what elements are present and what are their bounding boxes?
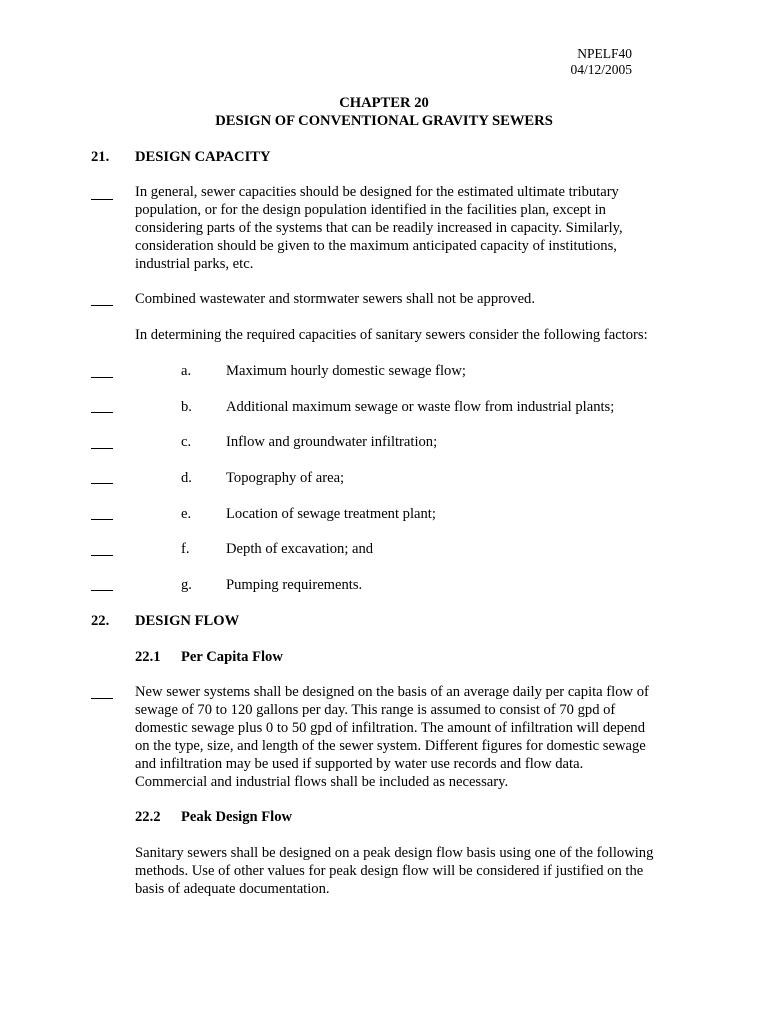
subsection-22-1-paragraph: [135, 683, 680, 791]
checkbox-blank[interactable]: [91, 698, 113, 699]
text-line: In general, sewer capacities should be designed for the estimated ultimate tributary: [135, 184, 619, 200]
text-line: Sanitary sewers shall be designed on a peak design flow basis using one of the following: [135, 845, 654, 861]
subsection-22-2-title: Peak Design Flow: [181, 809, 293, 825]
checkbox-blank[interactable]: [91, 377, 113, 378]
subsection-22-2-number: 22.2: [135, 809, 161, 825]
checkbox-blank[interactable]: [91, 199, 113, 200]
checkbox-blank[interactable]: [91, 483, 113, 484]
section-21-number: 21.: [91, 149, 110, 165]
checkbox-blank[interactable]: [91, 305, 113, 306]
checkbox-blank[interactable]: [91, 448, 113, 449]
text-line: on the type, size, and length of the sewer system. Different figures for domestic sewage: [135, 738, 646, 754]
subsection-22-1-number: 22.1: [135, 649, 161, 665]
section-22-number: 22.: [91, 613, 110, 629]
factor-letter: g.: [181, 577, 192, 593]
section-21-paragraph-1: [135, 183, 680, 273]
text-line: considering parts of the systems that can be readily increased in capacity. Similarly,: [135, 220, 623, 236]
document-code: NPELF40: [577, 46, 632, 61]
text-line: methods. Use of other values for peak design flow will be considered if justified on the: [135, 863, 644, 879]
subsection-22-2-paragraph: [135, 844, 680, 898]
factor-letter: f.: [181, 541, 190, 557]
checkbox-blank[interactable]: [91, 519, 113, 520]
chapter-number: CHAPTER 20: [339, 95, 429, 111]
text-line: New sewer systems shall be designed on the basis of an average daily per capita flow of: [135, 684, 649, 700]
checkbox-blank[interactable]: [91, 590, 113, 591]
factor-letter: e.: [181, 506, 192, 522]
factor-letter: d.: [181, 470, 192, 486]
factor-text: Location of sewage treatment plant;: [226, 506, 436, 522]
text-line: Commercial and industrial flows shall be included as necessary.: [135, 774, 509, 790]
checkbox-blank[interactable]: [91, 412, 113, 413]
checkbox-blank[interactable]: [91, 555, 113, 556]
factor-letter: a.: [181, 363, 192, 379]
factor-text: Topography of area;: [226, 470, 345, 486]
text-line: sewage of 70 to 120 gallons per day. This range is assumed to consist of 70 gpd of: [135, 702, 616, 718]
factor-letter: c.: [181, 434, 192, 450]
factor-text: Depth of excavation; and: [226, 541, 374, 557]
factor-letter: b.: [181, 399, 192, 415]
factor-text: Inflow and groundwater infiltration;: [226, 434, 438, 450]
subsection-22-1-title: Per Capita Flow: [181, 649, 283, 665]
text-line: population, or for the design population identified in the facilities plan, except in: [135, 202, 606, 218]
section-21-title: DESIGN CAPACITY: [135, 149, 271, 165]
section-21-paragraph-3: In determining the required capacities of sanitary sewers consider the following factors:: [135, 327, 648, 343]
text-line: consideration should be given to the maximum anticipated capacity of institutions,: [135, 238, 617, 254]
text-line: domestic sewage plus 0 to 50 gpd of infiltration. The amount of infiltration will depend: [135, 720, 646, 736]
factor-text: Pumping requirements.: [226, 577, 363, 593]
factor-text: Maximum hourly domestic sewage flow;: [226, 363, 466, 379]
chapter-title: DESIGN OF CONVENTIONAL GRAVITY SEWERS: [215, 113, 553, 129]
document-date: 04/12/2005: [570, 62, 632, 77]
factor-text: Additional maximum sewage or waste flow from industrial plants;: [226, 399, 615, 415]
text-line: basis of adequate documentation.: [135, 881, 330, 897]
text-line: industrial parks, etc.: [135, 256, 254, 272]
text-line: and infiltration may be used if supported by water use records and flow data.: [135, 756, 584, 772]
section-22-title: DESIGN FLOW: [135, 613, 240, 629]
section-21-paragraph-2: Combined wastewater and stormwater sewers shall not be approved.: [135, 291, 535, 307]
